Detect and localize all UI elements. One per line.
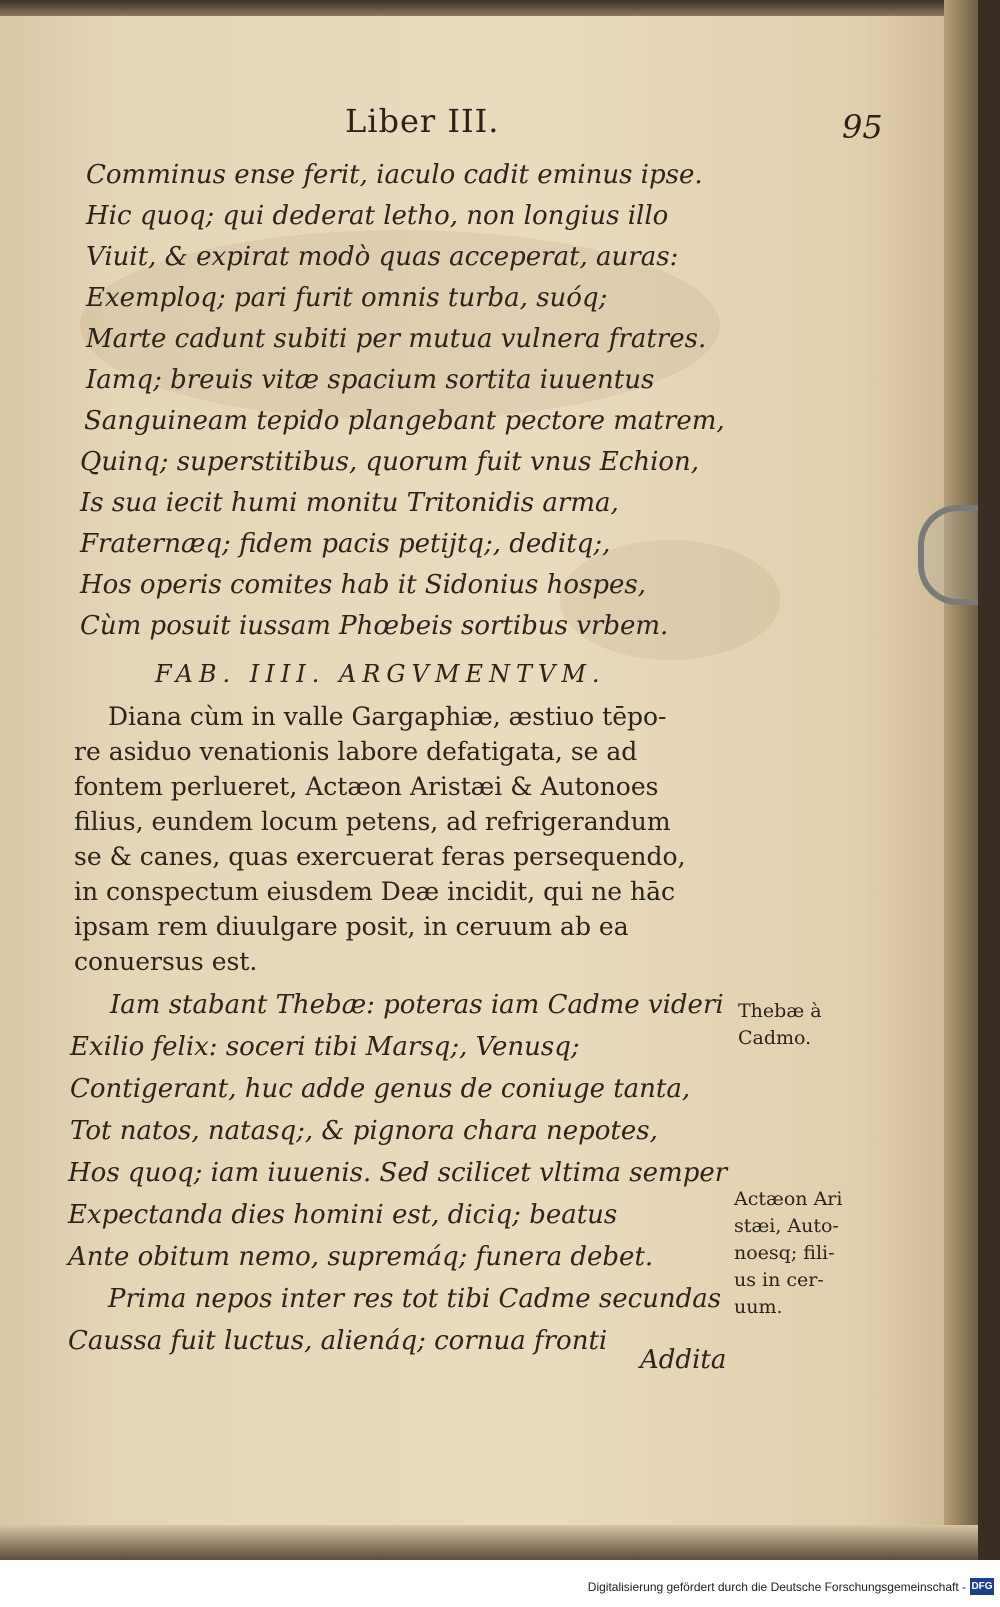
prose-line: filius, eundem locum petens, ad refrigerandum (74, 807, 671, 836)
page-number: 95 (842, 108, 883, 146)
verse-line: Cùm posuit iussam Phœbeis sortibus vrbem. (80, 611, 669, 641)
verse-line: Hic quoq; qui dederat letho, non longius illo (86, 201, 669, 231)
verse-line: Contigerant, huc adde genus de coniuge tanta, (70, 1074, 691, 1104)
verse-line: Iam stabant Thebæ: poteras iam Cadme videri (110, 990, 724, 1020)
verse-line: Hos operis comites hab it Sidonius hospes, (80, 570, 646, 600)
note-line: us in cer- (734, 1269, 824, 1291)
prose-line: se & canes, quas exercuerat feras persequendo, (74, 842, 686, 871)
running-header: Liber III. (345, 102, 500, 140)
verse-line: Exilio felix: soceri tibi Marsq;, Venusq; (70, 1032, 580, 1062)
catchword: Addita (640, 1345, 727, 1375)
binder-clip (918, 505, 978, 605)
page-top-shadow (0, 0, 978, 16)
footer-credit: Digitalisierung gefördert durch die Deutsche Forschungsgemeinschaft - (587, 1580, 966, 1594)
prose-line: re asiduo venationis labore defatigata, se ad (74, 737, 638, 766)
verse-line: Ante obitum nemo, supremáq; funera debet. (68, 1242, 654, 1272)
marginal-note (738, 998, 822, 1052)
verse-line: Tot natos, natasq;, & pignora chara nepotes, (70, 1116, 658, 1146)
note-line: stæi, Auto- (734, 1215, 839, 1237)
verse-line: Marte cadunt subiti per mutua vulnera fratres. (86, 324, 707, 354)
prose-line: fontem perlueret, Actæon Aristæi & Autonoes (74, 772, 659, 801)
verse-line: Expectanda dies homini est, diciq; beatus (68, 1200, 618, 1230)
note-line: noesq; fili- (734, 1242, 835, 1264)
footer-bar (0, 1560, 1000, 1607)
verse-line: Prima nepos inter res tot tibi Cadme secundas (108, 1284, 722, 1314)
prose-line: in conspectum eiusdem Deæ incidit, qui ne hāc (74, 877, 676, 906)
verse-line: Viuit, & expirat modò quas acceperat, auras: (86, 242, 679, 272)
verse-line: Fraternæq; fidem pacis petijtq;, deditq;, (80, 529, 611, 559)
marginal-note (734, 1186, 842, 1321)
prose-line: ipsam rem diuulgare posit, in ceruum ab ea (74, 912, 629, 941)
page-bottom-shadow (0, 1525, 978, 1560)
verse-line: Sanguineam tepido plangebant pectore matrem, (84, 406, 725, 436)
note-line: Actæon Ari (734, 1188, 843, 1210)
verse-line: Hos quoq; iam iuuenis. Sed scilicet vltima semper (68, 1158, 728, 1188)
verse-line: Caussa fuit luctus, alienáq; cornua fronti (68, 1326, 608, 1356)
dfg-logo-icon: DFG (970, 1578, 994, 1595)
note-line: uum. (734, 1296, 783, 1318)
verse-line: Exemploq; pari furit omnis turba, suóq; (86, 283, 608, 313)
verse-line: Comminus ense ferit, iaculo cadit eminus ipse. (86, 160, 703, 190)
prose-line: conuersus est. (74, 947, 258, 976)
verse-line: Quinq; superstitibus, quorum fuit vnus Echion, (80, 447, 700, 477)
note-line: Cadmo. (738, 1027, 812, 1049)
page-edge (944, 0, 978, 1560)
verse-line: Iamq; breuis vitæ spacium sortita iuuentus (86, 365, 655, 395)
note-line: Thebæ à (738, 1000, 822, 1022)
verse-line: Is sua iecit humi monitu Tritonidis arma, (80, 488, 619, 518)
argument-title: FAB. IIII. ARGVMENTVM. (155, 660, 606, 688)
prose-line: Diana cùm in valle Gargaphiæ, æstiuo tēpo- (108, 702, 667, 731)
